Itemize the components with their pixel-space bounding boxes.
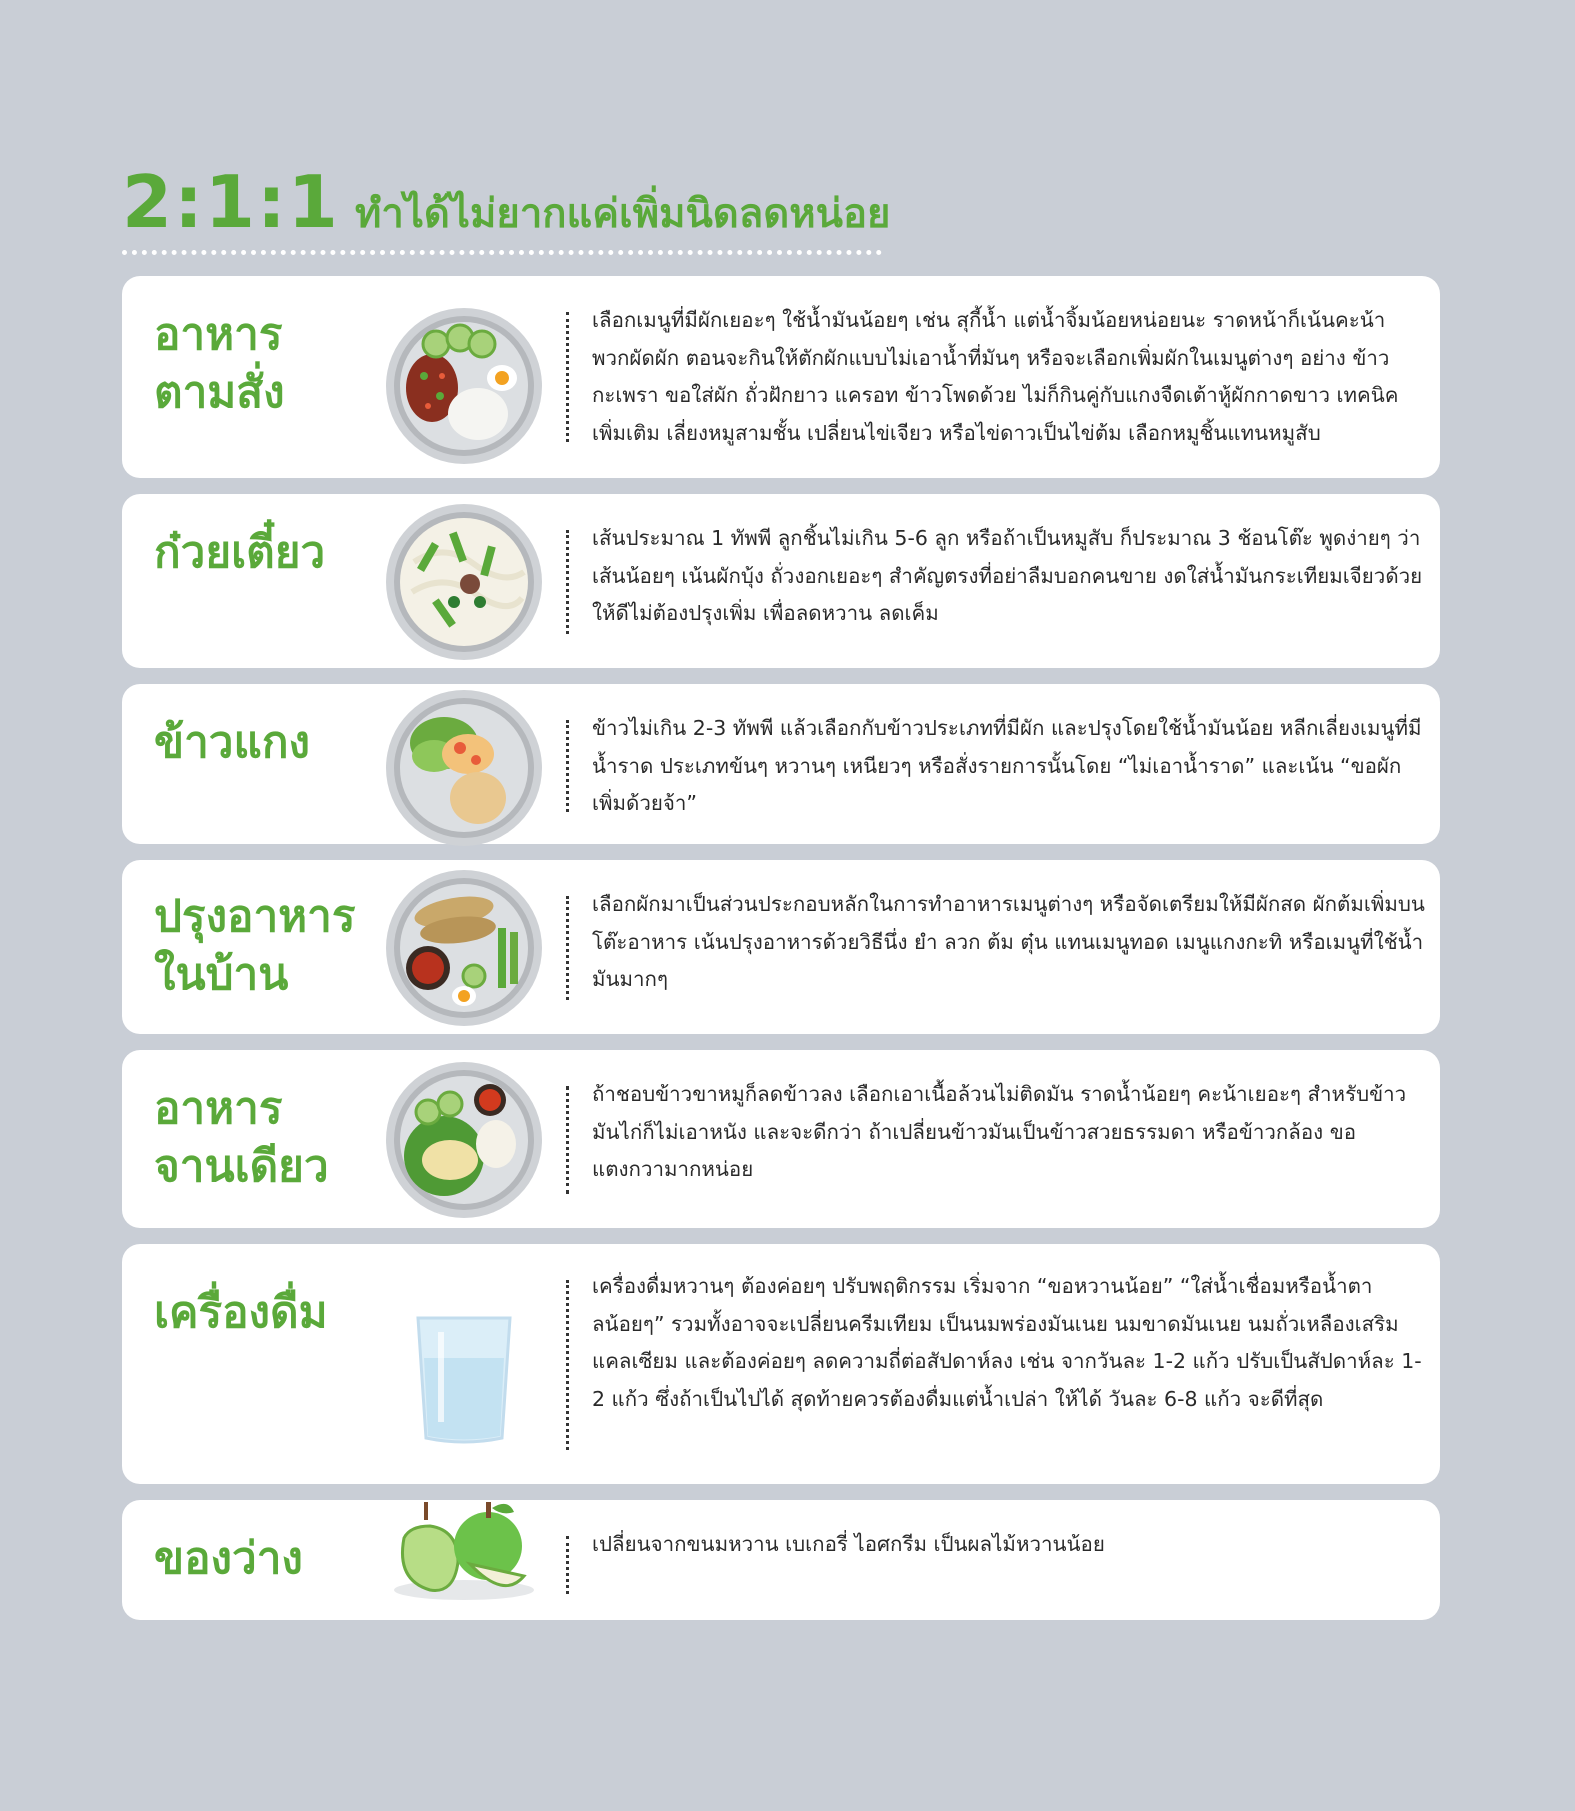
section-card-order-food bbox=[122, 276, 1440, 478]
section-card-home-cooking bbox=[122, 860, 1440, 1034]
section-text: เปลี่ยนจากขนมหวาน เบเกอรี่ ไอศกรีม เป็นผลไม้หวานน้อย bbox=[592, 1532, 1105, 1556]
section-text: ถ้าชอบข้าวขาหมูก็ลดข้าวลง เลือกเอาเนื้อล้วนไม่ติดมัน ราดน้ำน้อยๆ คะน้าเยอะๆ สำหรับข้าวมันไก่ก็ไม่เอาหนัง และจะดีกว่า ถ้าเปลี่ยนข้าวมันเป็นข้าวสวยธรรมดา หรือข้าวกล้อง ขอแตงกวามากหน่อย bbox=[592, 1082, 1407, 1181]
section-card-drinks bbox=[122, 1244, 1440, 1484]
green-apple-icon bbox=[384, 1490, 544, 1610]
divider-dots bbox=[566, 720, 569, 812]
ratio-heading: 2:1:1 bbox=[122, 160, 340, 244]
section-card-rice-curry bbox=[122, 684, 1440, 844]
section-text: เลือกผักมาเป็นส่วนประกอบหลักในการทำอาหารเมนูต่างๆ หรือจัดเตรียมให้มีผักสด ผักต้มเพิ่มบนโต๊ะอาหาร เน้นปรุงอาหารด้วยวิธีนึ่ง ยำ ลวก ต้ม ตุ๋น แทนเมนูทอด เมนูแกงกะทิ หรือเมนูที่ใช้น้ำมันมากๆ bbox=[592, 892, 1425, 991]
divider-dots bbox=[566, 312, 569, 442]
divider-dots bbox=[566, 896, 569, 1000]
rice-curry-plate-icon bbox=[384, 688, 544, 848]
plate-stirfry-rice-egg-icon bbox=[384, 306, 544, 466]
water-glass-icon bbox=[384, 1298, 544, 1458]
section-text: เส้นประมาณ 1 ทัพพี ลูกชิ้นไม่เกิน 5-6 ลูก หรือถ้าเป็นหมูสับ ก็ประมาณ 3 ช้อนโต๊ะ พูดง่ายๆ ว่าเส้นน้อยๆ เน้นผักบุ้ง ถั่วงอกเยอะๆ สำคัญตรงที่อย่าลืมบอกคนขาย งดใส่น้ำมันกระเทียมเจียวด้วย ให้ดีไม่ต้องปรุงเพิ่ม เพื่อลดหวาน ลดเค็ม bbox=[592, 526, 1423, 625]
divider-dots bbox=[566, 1280, 569, 1450]
section-card-noodle bbox=[122, 494, 1440, 668]
section-label: ก๋วยเตี๋ยว bbox=[154, 527, 326, 578]
section-text: ข้าวไม่เกิน 2-3 ทัพพี แล้วเลือกกับข้าวประเภทที่มีผัก และปรุงโดยใช้น้ำมันน้อย หลีกเลี่ยงเมนูที่มีน้ำราด ประเภทข้นๆ หวานๆ เหนียวๆ หรือสั่งรายการนั้นโดย “ไม่เอาน้ำราด” และเน้น “ขอผักเพิ่มด้วยจ้า” bbox=[592, 716, 1422, 815]
section-label: ของว่าง bbox=[154, 1533, 303, 1584]
section-card-single-dish bbox=[122, 1050, 1440, 1228]
section-label: ข้าวแกง bbox=[154, 717, 310, 768]
chicken-rice-plate-icon bbox=[384, 1060, 544, 1220]
section-card-snacks bbox=[122, 1500, 1440, 1620]
header bbox=[122, 160, 890, 245]
noodle-bowl-icon bbox=[384, 502, 544, 662]
divider-dots bbox=[566, 1086, 569, 1194]
section-text: เลือกเมนูที่มีผักเยอะๆ ใช้น้ำมันน้อยๆ เช่น สุกี้น้ำ แต่น้ำจิ้มน้อยหน่อยนะ ราดหน้าก็เน้นคะน้า พวกผัดผัก ตอนจะกินให้ตักผักแบบไม่เอาน้ำที่มันๆ หรือจะเลือกเพิ่มผักในเมนูต่างๆ อย่าง ข้าวกะเพรา ขอใส่ผัก ถั่วฝักยาว แครอท ข้าวโพดด้วย ไม่ก็กินคู่กับแกงจืดเต้าหู้ผักกาดขาว เทคนิคเพิ่มเติม เลี่ยงหมูสามชั้น เปลี่ยนไข่เจียว หรือไข่ดาวเป็นไข่ต้ม เลือกหมูชิ้นแทนหมูสับ bbox=[592, 308, 1399, 445]
section-label: อาหาร ตามสั่ง bbox=[154, 309, 285, 418]
section-label: เครื่องดื่ม bbox=[154, 1287, 328, 1338]
page-title: ทำได้ไม่ยากแค่เพิ่มนิดลดหน่อย bbox=[354, 191, 891, 237]
section-label: ปรุงอาหาร ในบ้าน bbox=[154, 891, 356, 1000]
fish-chili-paste-plate-icon bbox=[384, 868, 544, 1028]
divider-dots bbox=[566, 530, 569, 634]
title-divider bbox=[122, 250, 882, 255]
section-text: เครื่องดื่มหวานๆ ต้องค่อยๆ ปรับพฤติกรรม เริ่มจาก “ขอหวานน้อย” “ใส่น้ำเชื่อมหรือน้ำตาลน้อยๆ” รวมทั้งอาจจะเปลี่ยนครีมเทียม เป็นนมพร่องมันเนย นมขาดมันเนย นมถั่วเหลืองเสริมแคลเซียม และต้องค่อยๆ ลดความถี่ต่อสัปดาห์ลง เช่น จากวันละ 1-2 แก้ว ปรับเป็นสัปดาห์ละ 1-2 แก้ว ซึ่งถ้าเป็นไปได้ สุดท้ายควรต้องดื่มแต่น้ำเปล่า ให้ได้ วันละ 6-8 แก้ว จะดีที่สุด bbox=[592, 1274, 1422, 1411]
divider-dots bbox=[566, 1536, 569, 1594]
section-label: อาหาร จานเดียว bbox=[154, 1083, 329, 1192]
